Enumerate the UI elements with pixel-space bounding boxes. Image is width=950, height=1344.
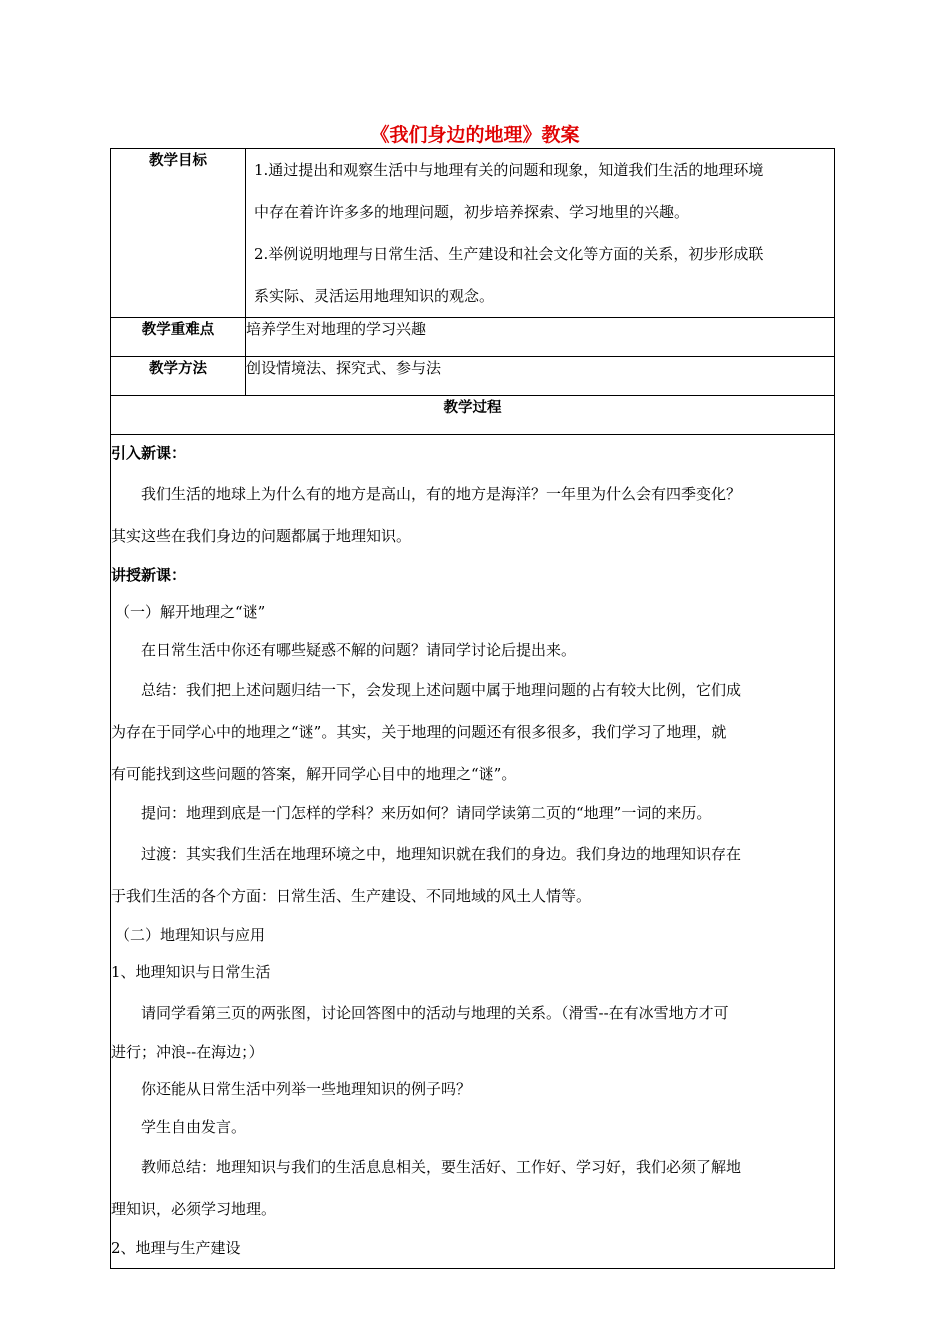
process-body bbox=[111, 435, 835, 1269]
item-1-title: 1、地理知识与日常生活 bbox=[111, 963, 271, 981]
methods-content: 创设情境法、探究式、参与法 bbox=[246, 357, 835, 396]
key-points-row bbox=[111, 318, 835, 357]
key-points-content: 培养学生对地理的学习兴趣 bbox=[246, 318, 835, 357]
page-title: 《我们身边的地理》教案 bbox=[370, 124, 580, 146]
methods-row bbox=[111, 357, 835, 396]
objective-line: 2.举例说明地理与日常生活、生产建设和社会文化等方面的关系，初步形成联 bbox=[254, 245, 764, 263]
transition-line: 过渡：其实我们生活在地理环境之中，地理知识就在我们的身边。我们身边的地理知识存在 bbox=[141, 844, 742, 863]
section-1-paragraph: 在日常生活中你还有哪些疑惑不解的问题？请同学讨论后提出来。 bbox=[141, 640, 577, 659]
item-1-line: 请同学看第三页的两张图，讨论回答图中的活动与地理的关系。（滑雪--在有冰雪地方才可 bbox=[141, 1003, 729, 1022]
objective-line: 中存在着许许多多的地理问题，初步培养探索、学习地里的兴趣。 bbox=[254, 203, 690, 221]
teacher-summary-line: 理知识，必须学习地理。 bbox=[111, 1200, 277, 1218]
objective-line: 系实际、灵活运用地理知识的观念。 bbox=[254, 287, 495, 305]
section-1-title: （一）解开地理之“谜” bbox=[115, 603, 266, 621]
item-1-question: 你还能从日常生活中列举一些地理知识的例子吗？ bbox=[141, 1080, 472, 1098]
item-1-response: 学生自由发言。 bbox=[141, 1117, 247, 1136]
summary-line: 有可能找到这些问题的答案，解开同学心目中的地理之“谜”。 bbox=[111, 765, 517, 783]
item-2-title: 2、地理与生产建设 bbox=[111, 1239, 241, 1257]
summary-line: 为存在于同学心中的地理之“谜”。其实，关于地理的问题还有很多很多，我们学习了地理，就 bbox=[111, 723, 727, 741]
section-2-title: （二）地理知识与应用 bbox=[115, 925, 266, 944]
item-1-line: 进行；冲浪--在海边；） bbox=[111, 1042, 264, 1061]
intro-line: 其实这些在我们身边的问题都属于地理知识。 bbox=[111, 526, 412, 545]
objectives-row bbox=[111, 149, 835, 318]
process-body-row bbox=[111, 435, 835, 1269]
methods-label: 教学方法 bbox=[111, 357, 246, 396]
process-header-row bbox=[111, 396, 835, 435]
objectives-content bbox=[246, 149, 835, 318]
process-header: 教学过程 bbox=[111, 396, 835, 435]
teacher-summary-line: 教师总结：地理知识与我们的生活息息相关，要生活好、工作好、学习好，我们必须了解地 bbox=[141, 1158, 742, 1176]
intro-heading: 引入新课： bbox=[111, 444, 187, 462]
intro-line: 我们生活的地球上为什么有的地方是高山，有的地方是海洋？一年里为什么会有四季变化？ bbox=[141, 484, 742, 503]
objective-line: 1.通过提出和观察生活中与地理有关的问题和现象，知道我们生活的地理环境 bbox=[254, 161, 764, 179]
summary-line: 总结：我们把上述问题归结一下，会发现上述问题中属于地理问题的占有较大比例，它们成 bbox=[141, 681, 742, 699]
transition-line: 于我们生活的各个方面：日常生活、生产建设、不同地域的风土人情等。 bbox=[111, 886, 592, 905]
objectives-label: 教学目标 bbox=[111, 149, 246, 318]
lecture-heading: 讲授新课： bbox=[111, 565, 187, 584]
question-paragraph: 提问：地理到底是一门怎样的学科？来历如何？请同学读第二页的“地理”一词的来历。 bbox=[141, 804, 712, 822]
key-points-label: 教学重难点 bbox=[111, 318, 246, 357]
lesson-plan-table bbox=[110, 148, 835, 1269]
